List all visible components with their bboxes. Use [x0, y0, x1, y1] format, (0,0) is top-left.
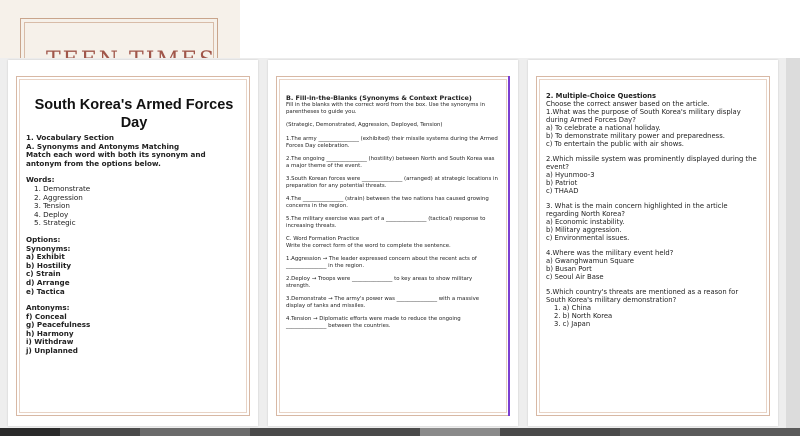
word-item: 5. Strategic — [34, 218, 76, 228]
mcq-question: 1.What was the purpose of South Korea's military display during Armed Forces Day? — [546, 108, 741, 124]
section-b-instruction: Fill in the blanks with the correct word from the box. Use the synonyms in parentheses to guide you. — [286, 102, 485, 115]
mcq-option: a) To celebrate a national holiday. — [546, 124, 661, 132]
mcq-option: b) To demonstrate military power and preparedness. — [546, 132, 725, 140]
antonym-item: g) Peacefulness — [26, 320, 91, 330]
mcq-option: 2. b) North Korea — [554, 312, 613, 320]
formation-question: 2.Deploy → Troops were _______________ to key areas to show military strength. — [286, 276, 473, 289]
section-c-instruction: Write the correct form of the word to complete the sentence. — [286, 243, 451, 249]
antonym-item: h) Harmony — [26, 328, 74, 338]
mcq-option: a) Gwanghwamun Square — [546, 257, 634, 265]
antonym-item: i) Withdraw — [26, 337, 74, 347]
top-whitespace — [240, 0, 800, 58]
next-page-peek[interactable] — [786, 58, 800, 428]
section-c-heading: C. Word Formation Practice — [286, 236, 360, 242]
thumb-3[interactable] — [420, 428, 500, 436]
worksheet-page-3[interactable] — [528, 60, 778, 426]
synonym-item: e) Tactica — [26, 286, 65, 296]
word-item: 2. Aggression — [34, 192, 83, 202]
mcq-question: 4.Where was the military event held? — [546, 249, 674, 257]
mcq-option: a) Hyunmoo-3 — [546, 171, 595, 179]
mcq-option: c) Environmental issues. — [546, 234, 630, 242]
thumb-1[interactable] — [0, 428, 60, 436]
formation-question: 3.Demonstrate → The army's power was _______________ with a massive display of tanks and missiles. — [286, 296, 480, 309]
formation-question: 1.Aggression → The leader expressed concern about the recent acts of _______________ in the region. — [286, 256, 477, 269]
mcq-option: 3. c) Japan — [554, 320, 591, 328]
worksheet-page-2[interactable] — [268, 60, 518, 426]
thumb-4[interactable] — [620, 428, 800, 436]
page-2-content — [286, 94, 498, 330]
antonym-item: j) Unplanned — [26, 346, 78, 356]
formation-question: 4.Tension → Diplomatic efforts were made to reduce the ongoing _______________ between the countries. — [286, 316, 461, 329]
antonyms-label: Antonyms: — [26, 303, 70, 313]
mcq-question: 3. What is the main concern highlighted in the article regarding North Korea? — [546, 202, 728, 218]
instruction-text: Match each word with both its synonym and antonym from the options below. — [26, 150, 206, 168]
synonym-item: c) Strain — [26, 269, 61, 279]
mcq-option: b) Military aggression. — [546, 226, 622, 234]
antonym-item: f) Conceal — [26, 311, 67, 321]
page-1-content — [26, 96, 242, 356]
thumb-2[interactable] — [140, 428, 250, 436]
mcq-option: b) Patriot — [546, 179, 578, 187]
blank-question: 3.South Korean forces were _______________ (arranged) at strategic locations in preparation for any potential threats. — [286, 176, 498, 189]
words-label: Words: — [26, 175, 55, 185]
blank-question: 1.The army _______________ (exhibited) their missile systems during the Armed Forces Day celebration. — [286, 136, 498, 149]
mcq-option: b) Busan Port — [546, 265, 592, 273]
mcq-option: c) To entertain the public with air shows. — [546, 140, 684, 148]
blank-question: 4.The _______________ (strain) between the two nations has caused growing concerns in the region. — [286, 196, 489, 209]
page-title: South Korea's Armed Forces Day — [34, 97, 234, 131]
mcq-heading: 2. Multiple-Choice Questions — [546, 92, 657, 100]
blank-question: 2.The ongoing _______________ (hostility) between North and South Korea was a major theme of the event. — [286, 156, 495, 169]
synonyms-label: Synonyms: — [26, 243, 71, 253]
worksheet-page-1[interactable] — [8, 60, 258, 426]
section-heading: 1. Vocabulary Section — [26, 133, 115, 142]
mcq-option: 1. a) China — [554, 304, 592, 312]
word-item: 1. Demonstrate — [34, 183, 91, 193]
synonym-item: a) Exhibit — [26, 252, 65, 262]
mcq-option: a) Economic instability. — [546, 218, 625, 226]
word-item: 4. Deploy — [34, 209, 69, 219]
page-3-content — [546, 92, 760, 328]
options-label: Options: — [26, 234, 61, 244]
blank-question: 5.The military exercise was part of a _______________ (tactical) response to increasing threats. — [286, 216, 486, 229]
synonym-item: d) Arrange — [26, 277, 70, 287]
subsection-heading: A. Synonyms and Antonyms Matching — [26, 141, 180, 151]
mcq-option: c) Seoul Air Base — [546, 273, 604, 281]
mcq-option: c) THAAD — [546, 187, 579, 195]
mcq-question: 5.Which country's threats are mentioned as a reason for South Korea's military demonstration? — [546, 288, 739, 304]
mcq-question: 2.Which missile system was prominently displayed during the event? — [546, 155, 757, 171]
selection-accent-bar — [508, 76, 510, 416]
synonym-item: b) Hostility — [26, 260, 72, 270]
word-item: 3. Tension — [34, 201, 70, 211]
mcq-instruction: Choose the correct answer based on the article. — [546, 100, 710, 108]
bottom-thumbnail-strip — [0, 428, 800, 436]
word-box: (Strategic, Demonstrated, Aggression, Deployed, Tension) — [286, 122, 443, 128]
section-b-heading: B. Fill-in-the-Blanks (Synonyms & Context Practice) — [286, 94, 472, 102]
